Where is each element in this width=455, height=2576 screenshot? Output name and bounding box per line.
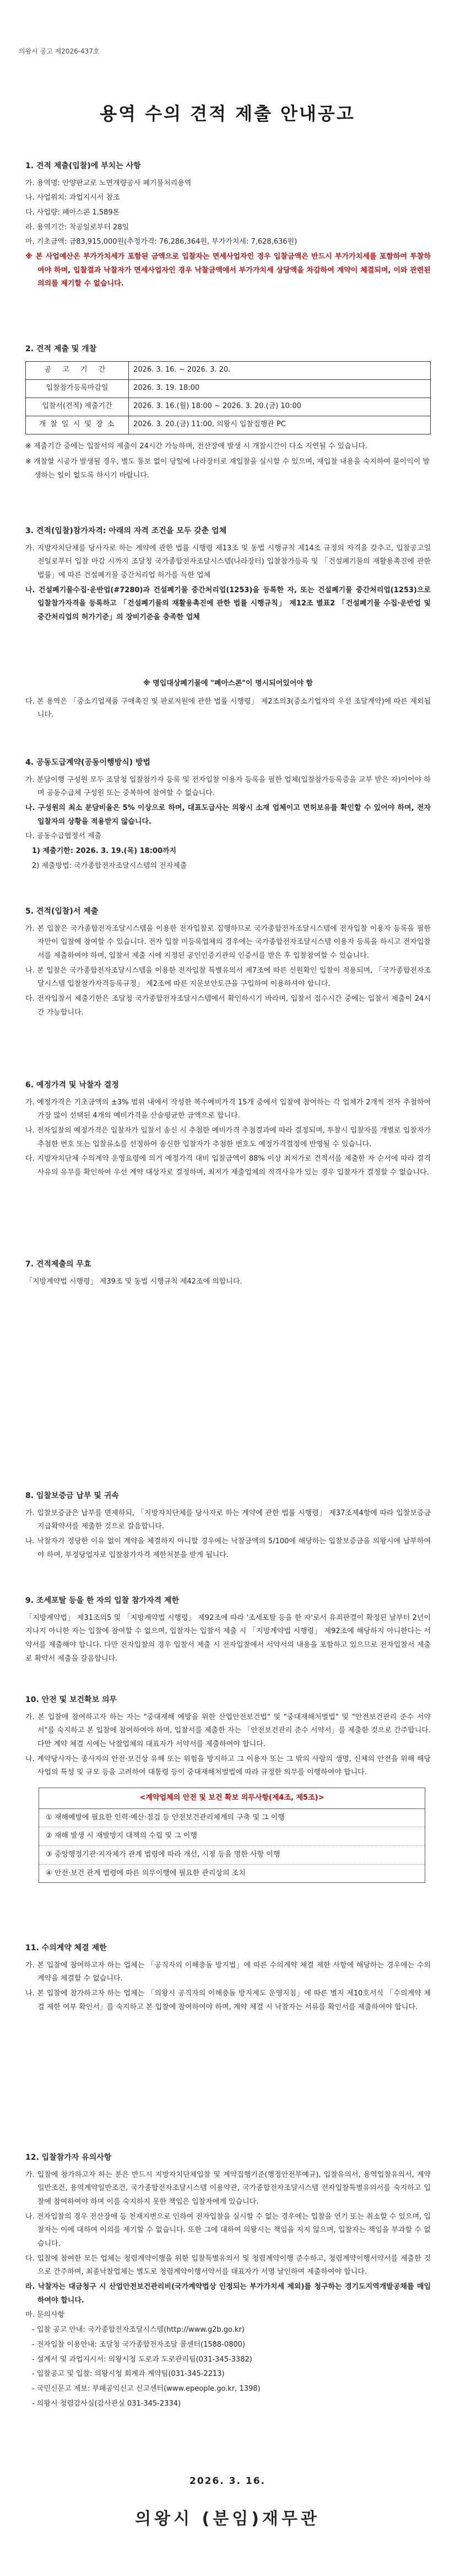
section-10-heading: 10. 안전 및 보건확보 의무 bbox=[25, 1695, 117, 1704]
s12-item: 다. 입찰에 참여한 모든 업체는 청렴계약이행을 위한 입찰특별유의서 및 청렴계약이행 준수하고, 청렴계약이행서약서를 제출한 것으로 간주하며, 최종낙찰업체는 별도로 청렴계약이행서약서를 대표자가 서명 날인하여 제출하여야 합니다. bbox=[25, 2254, 431, 2277]
s12-item: 나. 전자입찰의 경우 전산장애 등 천재지변으로 인하여 전자입찰을 실시할 수 없는 경우에는 입찰을 연기 또는 취소할 수 있으며, 입찰자는 이에 대하여 이의를 제기할 수 없습니다. 또한 그에 대하여 의왕시는 책임을 지지 않으며, 입찰자는 책임을 부과할 수 없습니다. bbox=[25, 2212, 431, 2248]
table-row bbox=[26, 361, 431, 379]
s1-item: 다. 사업량: 폐아스콘 1,589톤 bbox=[25, 208, 120, 217]
s11-item: 가. 본 입찰에 참여하고자 하는 업체는 「공직자의 이해충돌 방지법」에 따른 수의계약 체결 제한 사항에 해당하는 경우에는 수의계약을 체결할 수 없습니다. bbox=[25, 1961, 431, 1983]
schedule-value: 2026. 3. 16. ~ 2026. 3. 20. bbox=[129, 361, 431, 379]
s10-item: 가. 본 입찰에 참여하고자 하는 자는 "중대재해 예방을 위한 산업안전보건법" 및 "중대재해처벌법" 및 "안전보건관리 준수 서약서"를 숙지하고 본 입찰에 참여하여야 하며, 입찰서를 제출한 자는 「안전보건관리 준수 서약서」를 제출한 것으로 간주합니다. 다만 계약 체결 시에는 낙찰업체의 대표자가 서약서를 제출하여야 합니다. bbox=[25, 1713, 431, 1748]
s8-item: 가. 입찰보증금은 납부를 면제하되, 「지방자치단체를 당사자로 하는 계약에 관한 법률 시행령」 제37조제4항에 따라 입찰보증금 지급확약서를 제출한 것으로 갈음합니다. bbox=[25, 1509, 431, 1531]
contact-item: - 설계서 및 과업지시서: 의왕시청 도로과 도로관리팀(031-345-3382) bbox=[32, 2355, 252, 2364]
section-2-heading: 2. 견적 제출 및 개찰 bbox=[25, 345, 97, 353]
section-3-heading: 3. 견적(입찰)참가자격: 아래의 자격 조건을 모두 갖춘 업체 bbox=[25, 527, 227, 535]
page-title: 용역 수의 견적 제출 안내공고 bbox=[100, 103, 355, 124]
section-7-heading: 7. 견적제출의 무효 bbox=[25, 1260, 91, 1269]
s3-item: 가. 지방자치단체를 당사자로 하는 계약에 관한 법률 시행령 제13조 및 동법 시행규칙 제14조 규정의 자격을 갖추고, 입찰공고일 전일로부터 입찰 마감 시까지 조달청 국가종합전자조달시스템(나라장터) 입찰참가등록 및 「건설폐기물의 재활용촉진에 관한 법률」에 따른 건설폐기물 중간처리업 허가를 득한 업체 bbox=[25, 544, 431, 579]
s7-item: 「지방계약법 시행령」 제39조 및 동법 시행규칙 제42조에 의합니다. bbox=[25, 1277, 242, 1286]
schedule-value: 2026. 3. 19. 18:00 bbox=[129, 379, 431, 398]
s5-item: 다. 전자입찰서 제출기한은 조달청 국가종합전자조달시스템에서 확인하시기 바라며, 입찰서 접수시간 중에는 입찰서 제출이 24시간 가능합니다. bbox=[25, 995, 431, 1017]
contact-item: - 의왕시 청렴감사실(감사관실 031-345-2334) bbox=[32, 2399, 181, 2408]
section-8 bbox=[25, 1489, 431, 1563]
list-item: ② 재해 발생 시 재발방지 대책의 수립 및 그 이행 bbox=[39, 1827, 425, 1846]
schedule-key: 개 찰 일 시 및 장 소 bbox=[26, 416, 129, 434]
schedule-value: 2026. 3. 16.(월) 18:00 ~ 2026. 3. 20.(금) 10:00 bbox=[129, 398, 431, 416]
s3-item: 나. 건설폐기물수집·운반업(#7280)과 건설폐기물 중간처리업(1253)을 등록한 자, 또는 건설폐기물 중간처리업(1253)으로 입찰참가자격을 등록하고 「건설폐기물의 재활용촉진에 관한 법률 시행규칙」 제12조 별표2 「건설폐기물 수집·운반업 및 중간처리업의 허가기준」의 장비기준을 충족한 업체 bbox=[25, 586, 431, 622]
s10-item: 나. 계약당사자는 종사자의 안전·보건상 유해 또는 위험을 방지하고 그 이용자 또는 그 밖의 사람의 생명, 신체의 안전을 위해 해당 사업의 특성 및 규모 등을 고려하여 대통령 등이 중대재해처벌법에 따라 규정한 의무를 이행하여야 합니다. bbox=[25, 1754, 431, 1777]
obligation-box-title: <계약업체의 안전 및 보건 확보 의무사항(제4조, 제5조)> bbox=[39, 1788, 425, 1809]
schedule-key: 입찰서(견적) 제출기간 bbox=[26, 398, 129, 416]
contact-item: - 국민신문고 제보: 부패공익신고 신고센터(www.epeople.go.kr, 1398) bbox=[32, 2384, 261, 2393]
s1-item: 나. 사업위치: 과업지시서 참조 bbox=[25, 194, 120, 202]
section-4 bbox=[25, 755, 431, 874]
s1-item: 라. 용역기간: 착공일로부터 28일 bbox=[25, 223, 129, 232]
s9-item: 「지방계약법」 제31조의5 및 「지방계약법 시행령」 제92조에 따라 '조세포탈 등을 한 자'로서 유죄판결이 확정된 날부터 2년이 지나지 아니한 자는 입찰에 참여할 수 없으며, 입찰자는 입찰서 제출 시 「지방계약법 시행령」 제92조에 해당하지 아니한다는 서약서를 제출해야 합니다. 다만 전자입찰의 경우 입찰서 제출 시 전자입찰에서 서약서의 내용을 포함하고 있으므로 전자입찰서 제출로 확약서 제출을 갈음합니다. bbox=[25, 1613, 431, 1663]
section-9 bbox=[25, 1593, 431, 1667]
notice-number: 의왕시 공고 제2026-437호 bbox=[19, 47, 100, 55]
s12-item: 마. 문의사항 bbox=[25, 2311, 65, 2320]
s6-item: 나. 전자입찰의 예정가격은 입찰자가 입찰서 송신 시 추첨한 예비가격 추첨결과에 따라 결정되며, 투찰시 입찰자를 개별로 입찰자가 추첨한 번호 또는 입찰류소를 선정하여 송신한 입찰자가 추첨한 번호도 예정가격결정에 반영될 수 있습니다. bbox=[25, 1126, 431, 1149]
obligation-box bbox=[39, 1788, 425, 1883]
section-6-heading: 6. 예정가격 및 낙찰자 결정 bbox=[25, 1081, 119, 1090]
section-4-heading: 4. 공동도급계약(공동이행방식) 방법 bbox=[25, 758, 150, 767]
table-row bbox=[26, 416, 431, 434]
section-5 bbox=[25, 904, 431, 1021]
section-1-heading: 1. 견적 제출(입찰)에 부치는 사항 bbox=[25, 162, 141, 170]
schedule-table bbox=[25, 361, 431, 434]
s3-center-note: ※ 명입대상폐기물에 "폐아스콘"이 명시되어있어야 함 bbox=[143, 679, 313, 688]
table-row bbox=[26, 398, 431, 416]
s12-item: 가. 입찰에 참가하고자 하는 분은 반드시 지방자치단체입찰 및 계약집행기준(행정안전부예규), 입찰유의서, 용역입찰유의서, 계약일반조건, 용역계약일반조건, 국가종합전자조달시스템 이용약관, 국가종합전자조달시스템 전자입찰특별유의서를 숙지하고 입찰에 참여하여야 하며 이를 숙지하지 못한 책임은 입찰자에게 있습니다. bbox=[25, 2170, 431, 2206]
section-1 bbox=[25, 159, 431, 292]
s8-item: 나. 낙찰자가 정당한 이유 없이 계약을 체결하지 아니할 경우에는 낙찰금액의 5/100에 해당하는 입찰보증금을 의왕시에 납부하여야 하며, 부정당업자로 입찰참가자격 제한처분을 받게 됩니다. bbox=[25, 1537, 431, 1559]
section-6 bbox=[25, 1078, 431, 1181]
issuer-signature: 의왕시 (분임)재무관 bbox=[135, 2509, 320, 2529]
section-11 bbox=[25, 1941, 431, 2015]
s2-note: ※ 제출기간 중에는 입찰서의 제출이 24시간 가능하며, 전산장애 발생 시 개찰시간이 다소 지연될 수 있습니다. bbox=[25, 442, 367, 450]
s4-sub: 1) 제출기한: 2026. 3. 19.(목) 18:00까지 bbox=[32, 847, 177, 856]
s1-item: 마. 기초금액: 금83,915,000원(추정가격: 76,286,364원, 부가가치세: 7,628,636원) bbox=[25, 238, 297, 246]
s1-red-note: ※ 본 사업예산은 부가가치세가 포함된 금액으로 입찰자는 면세사업자인 경우 입찰금액은 반드시 부가가치세를 포함하여 투찰하여야 하며, 입찰결과 낙찰자가 면세사업자인 경우 낙찰금액에서 부가가치세 상당액을 차감하여 계약이 체결되며, 이와 관련된 의의를 제기할 수 없습니다. bbox=[25, 253, 431, 288]
s4-item: 가. 분담이행 구성원 모두 조달청 입찰참가자 등록 및 전자입찰 이용자 등록을 필한 업체(입찰참가등록증을 교부 받은 자)이어야 하며 공동수급체 구성원 또는 중복하여 참여할 수 없습니다. bbox=[25, 775, 431, 798]
s12-item: 라. 낙찰자는 대금청구 시 산업안전보건관리비(국가계약법상 인정되는 부가가치세 제외)를 청구하는 경기도지역개발공채를 매입하여야 합니다. bbox=[25, 2283, 431, 2305]
s5-item: 나. 본 입찰은 국가종합전자조달시스템을 이용한 전자입찰 특별유의서 제7조에 따른 신원확인 입찰이 적용되며, 「국가종합전자조달시스템 입찰참가자격등록규정」 제2조에 따른 지문보안토큰을 구입하여 이용하셔야 합니다. bbox=[25, 966, 431, 989]
section-5-heading: 5. 견적(입찰)서 제출 bbox=[25, 907, 99, 916]
contact-item: - 입찰공고 및 입찰: 의왕시청 회계과 계약팀(031-345-2213) bbox=[32, 2370, 225, 2379]
schedule-value: 2026. 3. 20.(금) 11:00, 의왕시 입찰집행관 PC bbox=[129, 416, 431, 434]
section-9-heading: 9. 조세포탈 등을 한 자의 입찰 참가자격 제한 bbox=[25, 1596, 180, 1605]
section-12 bbox=[25, 2150, 431, 2412]
s5-item: 가. 본 입찰은 국가종합전자조달시스템을 이용한 전자입찰로 집행하므로 국가종합전자조달시스템에 전자입찰 이용자 등록을 필한 자만이 입찰에 참여할 수 있습니다. 전자 입찰 미등록업체의 경우에는 국가종합전자조달시스템 이용자 등록을 하시고 전자입찰서를 제출하여야 하며, 입찰서 제출 시에 지정된 공인인증기관의 인증서를 받은 후 입찰참여할 수 있습니다. bbox=[25, 924, 431, 960]
contact-item: - 입찰 공고 안내: 국가종합전자조달시스템(http://www.g2b.go.kr) bbox=[32, 2326, 245, 2334]
schedule-key: 입찰참가등록마감일 bbox=[26, 379, 129, 398]
schedule-key: 공 고 기 간 bbox=[26, 361, 129, 379]
contact-item: - 전자입찰 이용안내: 조달청 국가종합전자조달 콜센터(1588-0800) bbox=[32, 2340, 246, 2349]
table-row bbox=[26, 379, 431, 398]
section-12-heading: 12. 입찰참가자 유의사항 bbox=[25, 2153, 112, 2162]
notice-date: 2026. 3. 16. bbox=[189, 2476, 266, 2487]
s6-item: 다. 지방자치단체 수의계약 운영요령에 의거 예정가격 대비 입찰금액이 88% 이상 최저가로 견적서를 제출한 자 순서에 따라 결격사유의 유무를 확인하여 우선 계약 대상자로 결정하며, 최저가 제출업체의 적격사유가 있는 경우 입찰자가 결정할 수 없습니다. bbox=[25, 1155, 431, 1177]
s4-sub: 2) 제출방법: 국가종합전자조달시스템의 전자제출 bbox=[32, 861, 187, 870]
s6-item: 가. 예정가격은 기초금액의 ±3% 범위 내에서 작성한 복수예비가격 15개 중에서 입찰에 참여하는 각 업체가 2개씩 전자 추첨하여 가장 많이 선택된 4개의 예비가격을 산술평균한 금액으로 합니다. bbox=[25, 1098, 431, 1120]
section-3 bbox=[25, 524, 431, 626]
s4-item: 다. 공동수급협정서 제출 bbox=[25, 832, 101, 841]
list-item: ① 재해예방에 필요한 인력·예산·점검 등 안전보건관리체계의 구축 및 그 이행 bbox=[39, 1809, 425, 1828]
section-10 bbox=[25, 1693, 431, 1883]
section-11-heading: 11. 수의계약 체결 제한 bbox=[25, 1944, 107, 1952]
section-7 bbox=[25, 1257, 431, 1290]
section-8-heading: 8. 입찰보증금 납부 및 귀속 bbox=[25, 1491, 119, 1500]
s11-item: 나. 본 입찰에 참가하고자 하는 업체는 「의왕시 공직자의 이해충돌 방지제도 운영지침」에 따른 별지 제10호서식 「수의계약 체결 제한 여부 확인서」를 숙지하고 본 입찰에 참여하여야 하며, 계약 체결 시 낙찰자는 서류를 확인서를 제출하여야 합니다. bbox=[25, 1989, 431, 2011]
s4-item: 나. 구성원의 최소 분담비율은 5% 이상으로 하며, 대표도급사는 의왕시 소재 업체이고 면허보유를 확인할 수 있어야 하며, 전자입찰자의 상황을 적용받지 않습니다. bbox=[25, 803, 431, 826]
list-item: ④ 안전·보건 관계 법령에 따른 의무이행에 필요한 관리상의 조치 bbox=[46, 1869, 246, 1877]
s1-item: 가. 용역명: 안양판교로 노면개량공사 폐기물처리용역 bbox=[25, 179, 192, 187]
section-2 bbox=[25, 342, 431, 484]
section-3b bbox=[25, 673, 431, 723]
s3b-item: 다. 본 용역은 「중소기업제품 구매촉진 및 판로지원에 관한 법률 시행령」 제2조의3(중소기업자의 우선 조달계약)에 따른 제외됩니다. bbox=[25, 697, 431, 720]
list-item: ③ 중앙행정기관·지자체가 관계 법령에 따라 개선, 시정 등을 명한 사항 이행 bbox=[39, 1846, 425, 1865]
s2-note: ※ 개찰할 시공가 발생될 경우, 별도 통보 없이 당일에 나라장터로 재입찰을 실시할 수 있으며, 재입찰 내용을 숙지하여 불이익이 발생하는 일이 없도록 하시기 바랍니다. bbox=[25, 458, 430, 480]
